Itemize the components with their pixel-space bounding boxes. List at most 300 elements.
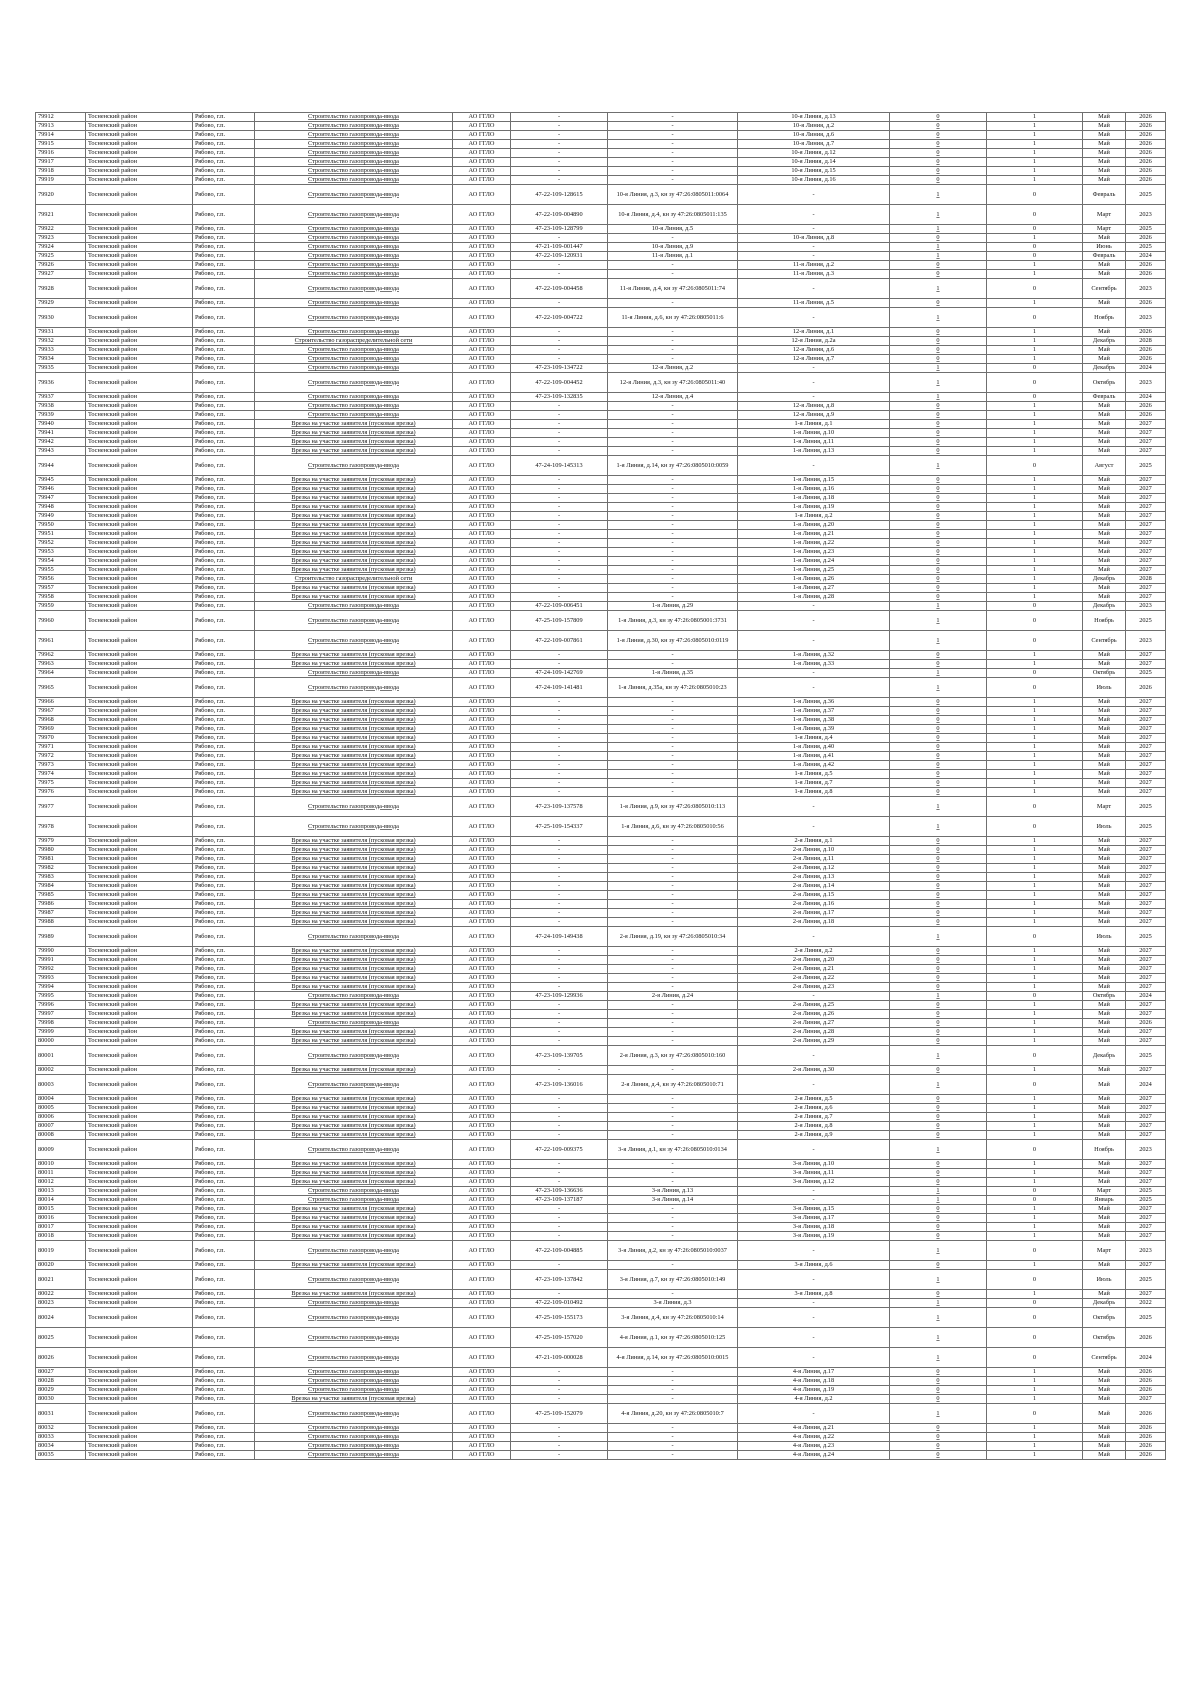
cell-permit-number: - [511, 1104, 608, 1113]
cell-address-with-plot: - [608, 1037, 738, 1046]
cell-settlement: Рябово, г.п. [193, 355, 255, 364]
cell-flag-b: 1 [987, 584, 1083, 593]
cell-id: 79920 [36, 185, 86, 205]
cell-id: 79944 [36, 456, 86, 476]
cell-month: Май [1083, 539, 1126, 548]
cell-flag-a: 0 [890, 660, 987, 669]
table-row [36, 788, 1166, 797]
cell-year: 2023 [1126, 205, 1166, 225]
cell-flag-b: 0 [987, 602, 1083, 611]
cell-work-type: Врезка на участке заявителя (пусковая врезка) [255, 846, 453, 855]
cell-district: Тосненский район [86, 669, 193, 678]
cell-organization: АО ГГЛО [453, 575, 511, 584]
cell-address: 4-я Линия, д.18 [738, 1377, 890, 1386]
cell-month: Май [1083, 1223, 1126, 1232]
cell-settlement: Рябово, г.п. [193, 167, 255, 176]
cell-month: Май [1083, 234, 1126, 243]
cell-address-with-plot: - [608, 476, 738, 485]
cell-id: 80035 [36, 1451, 86, 1460]
cell-district: Тосненский район [86, 167, 193, 176]
table-row [36, 122, 1166, 131]
cell-year: 2026 [1126, 261, 1166, 270]
cell-organization: АО ГГЛО [453, 447, 511, 456]
cell-year: 2027 [1126, 779, 1166, 788]
cell-settlement: Рябово, г.п. [193, 1104, 255, 1113]
cell-district: Тосненский район [86, 355, 193, 364]
table-row [36, 1368, 1166, 1377]
cell-flag-a: 0 [890, 855, 987, 864]
cell-year: 2024 [1126, 364, 1166, 373]
cell-district: Тосненский район [86, 1214, 193, 1223]
cell-id: 79958 [36, 593, 86, 602]
cell-address: 12-я Линия, д.9 [738, 411, 890, 420]
cell-id: 79946 [36, 485, 86, 494]
cell-flag-b: 1 [987, 503, 1083, 512]
cell-permit-number: 47-23-109-139705 [511, 1046, 608, 1066]
cell-month: Май [1083, 1424, 1126, 1433]
cell-permit-number: - [511, 438, 608, 447]
cell-year: 2026 [1126, 270, 1166, 279]
cell-flag-a: 0 [890, 346, 987, 355]
cell-flag-b: 1 [987, 234, 1083, 243]
cell-flag-b: 1 [987, 494, 1083, 503]
cell-permit-number: - [511, 1178, 608, 1187]
cell-address-with-plot: 3-я Линия, д.4, кн зу 47:26:0805010:14 [608, 1308, 738, 1328]
cell-permit-number: - [511, 1066, 608, 1075]
cell-work-type: Врезка на участке заявителя (пусковая врезка) [255, 1066, 453, 1075]
cell-flag-a: 0 [890, 234, 987, 243]
cell-address-with-plot: 4-я Линия, д.14, кн зу 47:26:0805010:0015 [608, 1348, 738, 1368]
cell-flag-b: 0 [987, 1075, 1083, 1095]
cell-address-with-plot: - [608, 575, 738, 584]
cell-organization: АО ГГЛО [453, 864, 511, 873]
cell-address-with-plot: - [608, 1232, 738, 1241]
cell-work-type: Врезка на участке заявителя (пусковая врезка) [255, 1028, 453, 1037]
cell-work-type: Врезка на участке заявителя (пусковая врезка) [255, 864, 453, 873]
cell-address-with-plot: - [608, 355, 738, 364]
cell-district: Тосненский район [86, 864, 193, 873]
cell-flag-a: 1 [890, 279, 987, 299]
cell-flag-a: 0 [890, 900, 987, 909]
cell-month: Май [1083, 512, 1126, 521]
cell-organization: АО ГГЛО [453, 373, 511, 393]
cell-address: 1-я Линия, д.42 [738, 761, 890, 770]
cell-flag-b: 1 [987, 1178, 1083, 1187]
cell-settlement: Рябово, г.п. [193, 1424, 255, 1433]
cell-work-type: Врезка на участке заявителя (пусковая врезка) [255, 1169, 453, 1178]
cell-year: 2022 [1126, 1299, 1166, 1308]
cell-id: 79923 [36, 234, 86, 243]
cell-district: Тосненский район [86, 373, 193, 393]
cell-district: Тосненский район [86, 707, 193, 716]
cell-month: Май [1083, 548, 1126, 557]
cell-work-type: Врезка на участке заявителя (пусковая врезка) [255, 660, 453, 669]
table-row [36, 1232, 1166, 1241]
cell-permit-number: - [511, 1386, 608, 1395]
cell-flag-a: 1 [890, 364, 987, 373]
cell-flag-a: 0 [890, 837, 987, 846]
cell-flag-b: 1 [987, 1442, 1083, 1451]
cell-year: 2024 [1126, 1348, 1166, 1368]
cell-district: Тосненский район [86, 1223, 193, 1232]
cell-flag-b: 1 [987, 651, 1083, 660]
cell-month: Июль [1083, 817, 1126, 837]
cell-year: 2027 [1126, 512, 1166, 521]
cell-permit-number: - [511, 1214, 608, 1223]
cell-flag-b: 1 [987, 1169, 1083, 1178]
cell-address: 2-я Линия, д.15 [738, 891, 890, 900]
cell-address-with-plot: - [608, 1290, 738, 1299]
cell-id: 80013 [36, 1187, 86, 1196]
cell-year: 2027 [1126, 503, 1166, 512]
cell-year: 2026 [1126, 122, 1166, 131]
cell-id: 79987 [36, 909, 86, 918]
table-row [36, 1404, 1166, 1424]
cell-work-type: Строительство газопровода-ввода [255, 140, 453, 149]
cell-settlement: Рябово, г.п. [193, 420, 255, 429]
cell-address-with-plot: - [608, 420, 738, 429]
cell-year: 2026 [1126, 355, 1166, 364]
cell-address-with-plot: - [608, 261, 738, 270]
cell-address-with-plot: - [608, 743, 738, 752]
cell-district: Тосненский район [86, 846, 193, 855]
cell-flag-b: 1 [987, 1433, 1083, 1442]
cell-address-with-plot: - [608, 113, 738, 122]
cell-year: 2027 [1126, 1028, 1166, 1037]
cell-settlement: Рябово, г.п. [193, 873, 255, 882]
cell-flag-a: 0 [890, 1169, 987, 1178]
cell-year: 2026 [1126, 299, 1166, 308]
cell-id: 79955 [36, 566, 86, 575]
table-row [36, 974, 1166, 983]
cell-id: 79916 [36, 149, 86, 158]
table-row [36, 1066, 1166, 1075]
cell-work-type: Строительство газопровода-ввода [255, 149, 453, 158]
cell-flag-a: 0 [890, 1028, 987, 1037]
cell-permit-number: 47-21-109-000028 [511, 1348, 608, 1368]
cell-district: Тосненский район [86, 279, 193, 299]
cell-district: Тосненский район [86, 225, 193, 234]
cell-district: Тосненский район [86, 891, 193, 900]
cell-permit-number: - [511, 1019, 608, 1028]
cell-address-with-plot: 1-я Линия, д.9, кн зу 47:26:0805010:113 [608, 797, 738, 817]
cell-address-with-plot: - [608, 864, 738, 873]
cell-permit-number: 47-25-109-157809 [511, 611, 608, 631]
cell-organization: АО ГГЛО [453, 1037, 511, 1046]
cell-year: 2027 [1126, 965, 1166, 974]
cell-id: 80012 [36, 1178, 86, 1187]
cell-permit-number: - [511, 1442, 608, 1451]
cell-flag-b: 1 [987, 131, 1083, 140]
cell-flag-b: 1 [987, 909, 1083, 918]
cell-flag-a: 0 [890, 1113, 987, 1122]
cell-organization: АО ГГЛО [453, 234, 511, 243]
cell-month: Октябрь [1083, 1308, 1126, 1328]
cell-permit-number: - [511, 1433, 608, 1442]
cell-month: Май [1083, 1368, 1126, 1377]
cell-year: 2027 [1126, 1205, 1166, 1214]
cell-work-type: Строительство газопровода-ввода [255, 261, 453, 270]
cell-flag-a: 0 [890, 734, 987, 743]
cell-settlement: Рябово, г.п. [193, 864, 255, 873]
cell-settlement: Рябово, г.п. [193, 447, 255, 456]
cell-work-type: Строительство газопровода-ввода [255, 122, 453, 131]
cell-address-with-plot: - [608, 530, 738, 539]
cell-year: 2027 [1126, 716, 1166, 725]
cell-address: 2-я Линия, д.18 [738, 918, 890, 927]
cell-district: Тосненский район [86, 927, 193, 947]
cell-settlement: Рябово, г.п. [193, 927, 255, 947]
cell-district: Тосненский район [86, 974, 193, 983]
cell-address: 12-я Линия, д.2а [738, 337, 890, 346]
cell-district: Тосненский район [86, 1196, 193, 1205]
cell-district: Тосненский район [86, 494, 193, 503]
cell-organization: АО ГГЛО [453, 983, 511, 992]
cell-address: - [738, 243, 890, 252]
cell-year: 2025 [1126, 1270, 1166, 1290]
cell-month: Май [1083, 1037, 1126, 1046]
cell-permit-number: 47-22-109-004722 [511, 308, 608, 328]
cell-organization: АО ГГЛО [453, 779, 511, 788]
cell-id: 79921 [36, 205, 86, 225]
table-row [36, 716, 1166, 725]
cell-year: 2027 [1126, 1095, 1166, 1104]
cell-address: 1-я Линия, д.23 [738, 548, 890, 557]
cell-flag-b: 1 [987, 355, 1083, 364]
cell-work-type: Врезка на участке заявителя (пусковая врезка) [255, 1122, 453, 1131]
cell-month: Май [1083, 328, 1126, 337]
cell-flag-b: 0 [987, 1187, 1083, 1196]
table-row [36, 1270, 1166, 1290]
cell-address: 1-я Линия, д.37 [738, 707, 890, 716]
cell-id: 79931 [36, 328, 86, 337]
cell-month: Май [1083, 521, 1126, 530]
cell-id: 79978 [36, 817, 86, 837]
cell-id: 80025 [36, 1328, 86, 1348]
cell-address: 10-я Линия, д.2 [738, 122, 890, 131]
cell-flag-a: 0 [890, 270, 987, 279]
table-row [36, 837, 1166, 846]
cell-organization: АО ГГЛО [453, 456, 511, 476]
cell-year: 2025 [1126, 797, 1166, 817]
cell-flag-a: 1 [890, 797, 987, 817]
cell-id: 79991 [36, 956, 86, 965]
table-row [36, 1308, 1166, 1328]
cell-address-with-plot: - [608, 651, 738, 660]
cell-flag-a: 0 [890, 873, 987, 882]
cell-month: Май [1083, 660, 1126, 669]
cell-work-type: Врезка на участке заявителя (пусковая врезка) [255, 900, 453, 909]
cell-month: Декабрь [1083, 602, 1126, 611]
cell-district: Тосненский район [86, 918, 193, 927]
cell-work-type: Строительство газопровода-ввода [255, 1308, 453, 1328]
cell-district: Тосненский район [86, 402, 193, 411]
cell-work-type: Строительство газопровода-ввода [255, 1377, 453, 1386]
cell-settlement: Рябово, г.п. [193, 1095, 255, 1104]
cell-year: 2027 [1126, 429, 1166, 438]
cell-address-with-plot: - [608, 770, 738, 779]
cell-address: 4-я Линия, д.22 [738, 1433, 890, 1442]
cell-month: Май [1083, 1442, 1126, 1451]
cell-work-type: Врезка на участке заявителя (пусковая врезка) [255, 956, 453, 965]
cell-settlement: Рябово, г.п. [193, 1075, 255, 1095]
cell-work-type: Врезка на участке заявителя (пусковая врезка) [255, 1290, 453, 1299]
cell-address-with-plot: - [608, 539, 738, 548]
cell-permit-number: 47-23-109-137187 [511, 1196, 608, 1205]
cell-district: Тосненский район [86, 575, 193, 584]
cell-organization: АО ГГЛО [453, 1232, 511, 1241]
cell-month: Май [1083, 1178, 1126, 1187]
cell-flag-b: 1 [987, 837, 1083, 846]
cell-month: Май [1083, 837, 1126, 846]
cell-district: Тосненский район [86, 1001, 193, 1010]
cell-work-type: Врезка на участке заявителя (пусковая врезка) [255, 1160, 453, 1169]
cell-year: 2026 [1126, 149, 1166, 158]
cell-flag-b: 0 [987, 252, 1083, 261]
cell-address-with-plot: - [608, 270, 738, 279]
cell-organization: АО ГГЛО [453, 1187, 511, 1196]
cell-month: Май [1083, 1075, 1126, 1095]
cell-id: 80027 [36, 1368, 86, 1377]
table-row [36, 140, 1166, 149]
cell-permit-number: - [511, 725, 608, 734]
cell-id: 80033 [36, 1433, 86, 1442]
cell-year: 2027 [1126, 1122, 1166, 1131]
table-row [36, 337, 1166, 346]
cell-flag-b: 0 [987, 1241, 1083, 1261]
cell-settlement: Рябово, г.п. [193, 698, 255, 707]
cell-flag-a: 0 [890, 1178, 987, 1187]
cell-settlement: Рябово, г.п. [193, 974, 255, 983]
cell-month: Март [1083, 1187, 1126, 1196]
cell-flag-b: 1 [987, 743, 1083, 752]
cell-flag-a: 0 [890, 438, 987, 447]
cell-id: 79936 [36, 373, 86, 393]
cell-work-type: Врезка на участке заявителя (пусковая врезка) [255, 438, 453, 447]
cell-permit-number: - [511, 566, 608, 575]
cell-address-with-plot: - [608, 974, 738, 983]
cell-month: Июль [1083, 1270, 1126, 1290]
table-row [36, 113, 1166, 122]
table-row [36, 512, 1166, 521]
cell-month: Май [1083, 149, 1126, 158]
cell-permit-number: - [511, 956, 608, 965]
cell-address: 2-я Линия, д.11 [738, 855, 890, 864]
cell-settlement: Рябово, г.п. [193, 983, 255, 992]
cell-year: 2027 [1126, 1214, 1166, 1223]
cell-id: 79930 [36, 308, 86, 328]
cell-address: 3-я Линия, д.19 [738, 1232, 890, 1241]
cell-flag-b: 1 [987, 122, 1083, 131]
cell-month: Март [1083, 1241, 1126, 1261]
cell-id: 79953 [36, 548, 86, 557]
cell-settlement: Рябово, г.п. [193, 411, 255, 420]
cell-flag-b: 1 [987, 1290, 1083, 1299]
cell-address: 1-я Линия, д.16 [738, 485, 890, 494]
cell-address-with-plot: - [608, 438, 738, 447]
cell-flag-b: 1 [987, 328, 1083, 337]
cell-year: 2027 [1126, 761, 1166, 770]
cell-permit-number: - [511, 539, 608, 548]
cell-flag-b: 0 [987, 678, 1083, 698]
cell-district: Тосненский район [86, 1205, 193, 1214]
cell-permit-number: - [511, 355, 608, 364]
table-row [36, 743, 1166, 752]
cell-address-with-plot: - [608, 983, 738, 992]
cell-permit-number: - [511, 918, 608, 927]
cell-district: Тосненский район [86, 1075, 193, 1095]
cell-work-type: Строительство газопровода-ввода [255, 1196, 453, 1205]
cell-flag-b: 1 [987, 485, 1083, 494]
cell-address: 3-я Линия, д.10 [738, 1160, 890, 1169]
cell-address-with-plot: - [608, 1377, 738, 1386]
cell-settlement: Рябово, г.п. [193, 270, 255, 279]
cell-address-with-plot: - [608, 660, 738, 669]
table-row [36, 279, 1166, 299]
cell-id: 79966 [36, 698, 86, 707]
cell-work-type: Врезка на участке заявителя (пусковая врезка) [255, 837, 453, 846]
cell-work-type: Строительство газопровода-ввода [255, 1046, 453, 1066]
cell-settlement: Рябово, г.п. [193, 234, 255, 243]
cell-month: Май [1083, 1066, 1126, 1075]
cell-flag-a: 1 [890, 678, 987, 698]
cell-month: Сентябрь [1083, 279, 1126, 299]
cell-organization: АО ГГЛО [453, 158, 511, 167]
cell-settlement: Рябово, г.п. [193, 373, 255, 393]
cell-flag-a: 0 [890, 1122, 987, 1131]
cell-district: Тосненский район [86, 779, 193, 788]
cell-address: 12-я Линия, д.1 [738, 328, 890, 337]
cell-address: 11-я Линия, д.3 [738, 270, 890, 279]
cell-month: Октябрь [1083, 1328, 1126, 1348]
cell-organization: АО ГГЛО [453, 707, 511, 716]
cell-flag-a: 1 [890, 252, 987, 261]
cell-permit-number: - [511, 1368, 608, 1377]
table-row [36, 584, 1166, 593]
cell-permit-number: - [511, 521, 608, 530]
cell-permit-number: 47-23-109-132835 [511, 393, 608, 402]
cell-organization: АО ГГЛО [453, 1442, 511, 1451]
cell-month: Май [1083, 1261, 1126, 1270]
cell-work-type: Врезка на участке заявителя (пусковая врезка) [255, 584, 453, 593]
cell-settlement: Рябово, г.п. [193, 225, 255, 234]
cell-address: 1-я Линия, д.10 [738, 429, 890, 438]
cell-work-type: Строительство газопровода-ввода [255, 602, 453, 611]
cell-work-type: Врезка на участке заявителя (пусковая врезка) [255, 651, 453, 660]
table-row [36, 1196, 1166, 1205]
cell-district: Тосненский район [86, 1442, 193, 1451]
cell-month: Март [1083, 797, 1126, 817]
cell-year: 2026 [1126, 1377, 1166, 1386]
cell-organization: АО ГГЛО [453, 761, 511, 770]
cell-address-with-plot: - [608, 485, 738, 494]
cell-flag-b: 0 [987, 1196, 1083, 1205]
cell-address-with-plot: - [608, 707, 738, 716]
cell-id: 79933 [36, 346, 86, 355]
cell-month: Май [1083, 743, 1126, 752]
cell-id: 79929 [36, 299, 86, 308]
cell-settlement: Рябово, г.п. [193, 1223, 255, 1232]
cell-month: Май [1083, 788, 1126, 797]
cell-id: 79924 [36, 243, 86, 252]
cell-flag-a: 0 [890, 983, 987, 992]
cell-work-type: Врезка на участке заявителя (пусковая врезка) [255, 557, 453, 566]
cell-flag-b: 1 [987, 956, 1083, 965]
cell-permit-number: - [511, 1001, 608, 1010]
cell-id: 79988 [36, 918, 86, 927]
cell-month: Май [1083, 1205, 1126, 1214]
cell-flag-a: 0 [890, 122, 987, 131]
